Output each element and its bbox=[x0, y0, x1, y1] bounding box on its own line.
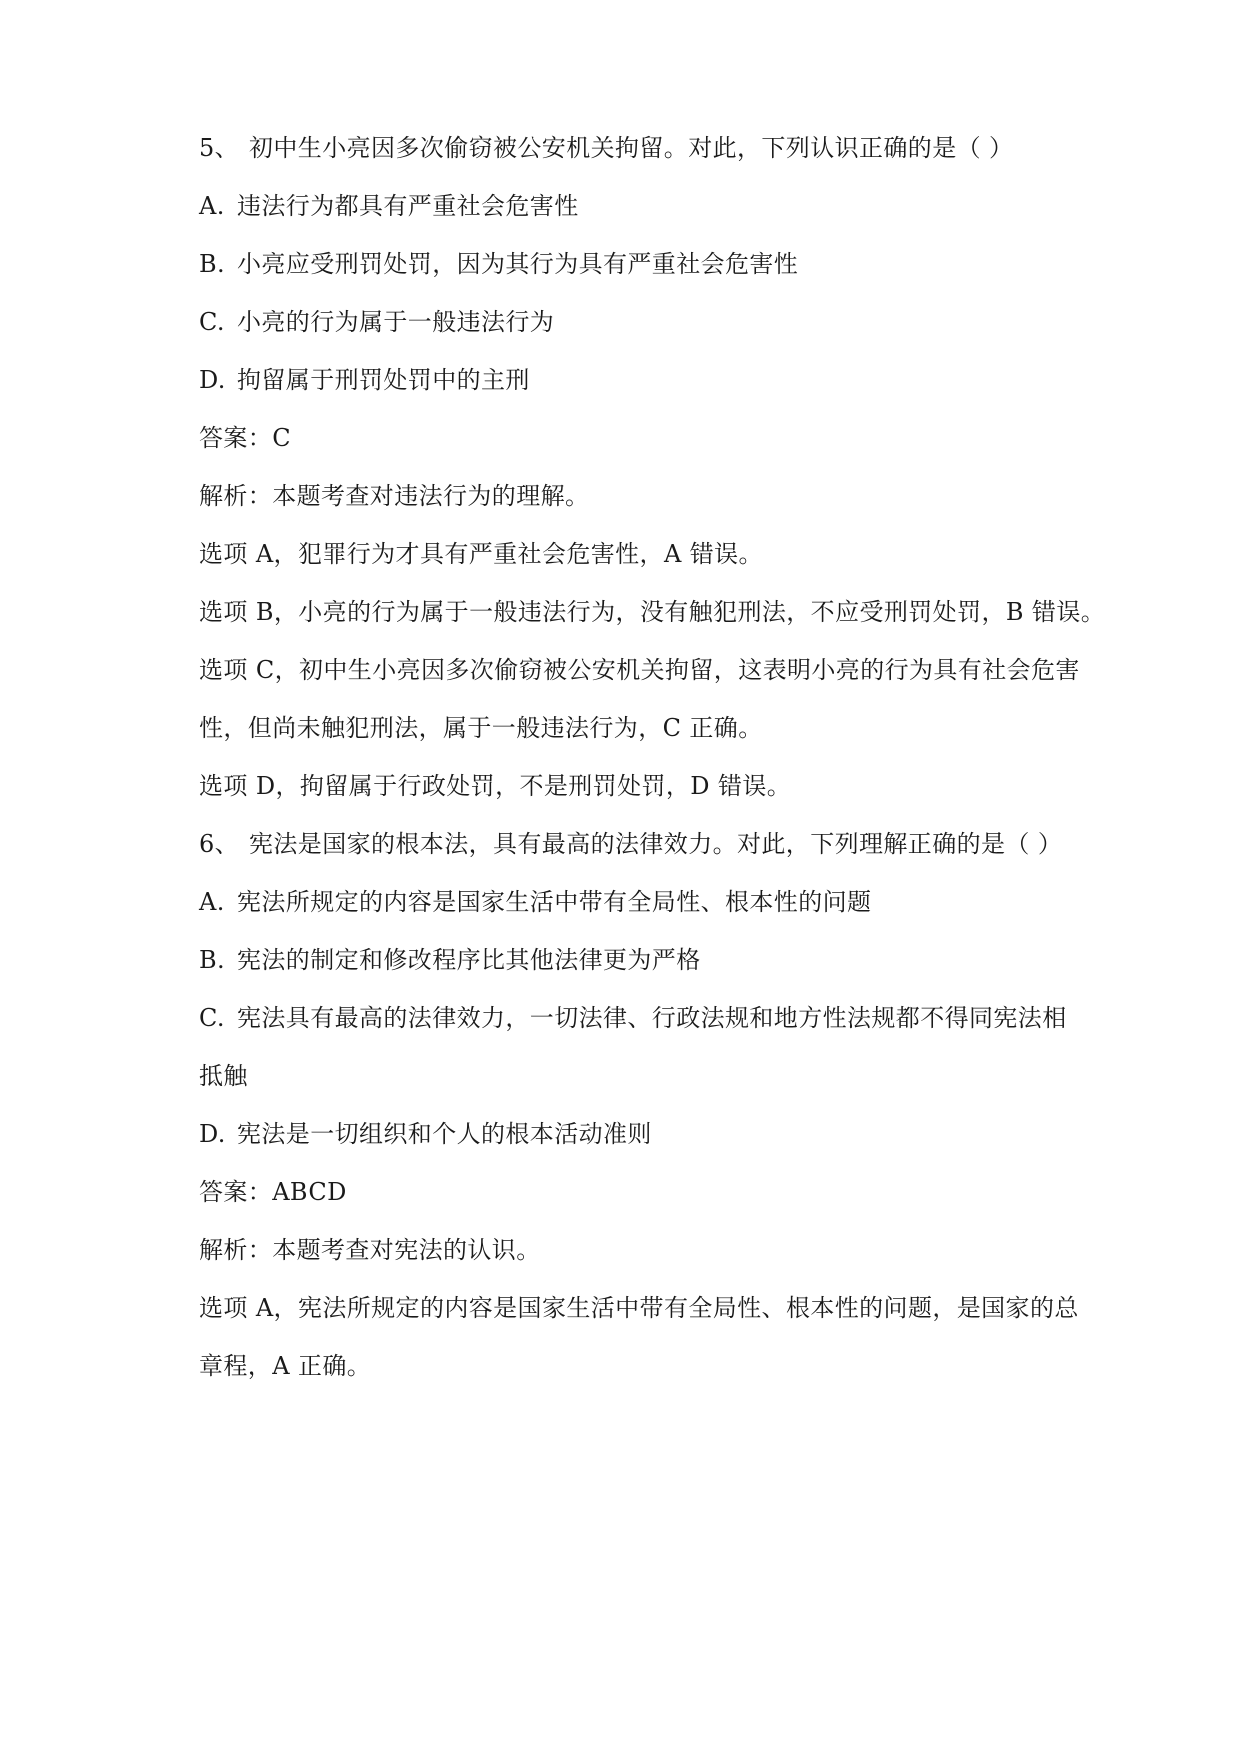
option-label: D. bbox=[199, 366, 226, 394]
question-6-stem bbox=[199, 829, 1099, 859]
question-6-option-c-continued: 抵触 bbox=[199, 1062, 248, 1090]
question-5-number: 5、 bbox=[199, 134, 240, 162]
question-5-stem bbox=[199, 133, 1099, 163]
question-5-analysis-line: 选项 D，拘留属于行政处罚，不是刑罚处罚，D 错误。 bbox=[199, 772, 792, 800]
option-label: B. bbox=[199, 250, 226, 278]
option-text: 宪法的制定和修改程序比其他法律更为严格 bbox=[237, 946, 701, 974]
option-text: 宪法具有最高的法律效力，一切法律、行政法规和地方性法规都不得同宪法相 bbox=[237, 1004, 1067, 1032]
option-label: B. bbox=[199, 946, 226, 974]
question-5-option-a bbox=[199, 191, 1099, 221]
option-text: 小亮的行为属于一般违法行为 bbox=[237, 308, 555, 336]
option-text: 拘留属于刑罚处罚中的主刑 bbox=[237, 366, 530, 394]
question-5-option-b bbox=[199, 249, 1099, 279]
question-6-option-b bbox=[199, 945, 1099, 975]
question-6-text: 宪法是国家的根本法，具有最高的法律效力。对此，下列理解正确的是（ ） bbox=[249, 830, 1063, 858]
question-5-answer: 答案：C bbox=[199, 424, 291, 452]
option-label: D. bbox=[199, 1120, 226, 1148]
question-5-option-d bbox=[199, 365, 1099, 395]
option-label: A. bbox=[199, 888, 225, 916]
option-label: C. bbox=[199, 1004, 225, 1032]
option-text: 违法行为都具有严重社会危害性 bbox=[237, 192, 579, 220]
option-text: 小亮应受刑罚处罚，因为其行为具有严重社会危害性 bbox=[237, 250, 799, 278]
option-text: 宪法所规定的内容是国家生活中带有全局性、根本性的问题 bbox=[237, 888, 872, 916]
question-6-answer: 答案：ABCD bbox=[199, 1178, 347, 1206]
option-text: 宪法是一切组织和个人的根本活动准则 bbox=[237, 1120, 652, 1148]
question-6-option-c bbox=[199, 1003, 1099, 1033]
question-5-option-c bbox=[199, 307, 1099, 337]
question-6-option-d bbox=[199, 1119, 1099, 1149]
option-label: A. bbox=[199, 192, 225, 220]
question-5-analysis-line: 解析：本题考查对违法行为的理解。 bbox=[199, 482, 590, 510]
option-label: C. bbox=[199, 308, 225, 336]
question-5-analysis-line: 选项 B，小亮的行为属于一般违法行为，没有触犯刑法，不应受刑罚处罚，B 错误。 bbox=[199, 598, 1106, 626]
question-6-analysis-line: 选项 A，宪法所规定的内容是国家生活中带有全局性、根本性的问题，是国家的总 bbox=[199, 1294, 1079, 1322]
question-5-text: 初中生小亮因多次偷窃被公安机关拘留。对此，下列认识正确的是（ ） bbox=[249, 134, 1014, 162]
question-6-analysis-line: 章程，A 正确。 bbox=[199, 1352, 372, 1380]
question-5-analysis-line: 选项 C，初中生小亮因多次偷窃被公安机关拘留，这表明小亮的行为具有社会危害 bbox=[199, 656, 1080, 684]
question-6-analysis-line: 解析：本题考查对宪法的认识。 bbox=[199, 1236, 541, 1264]
question-5-analysis-line: 选项 A，犯罪行为才具有严重社会危害性，A 错误。 bbox=[199, 540, 763, 568]
question-6-option-a bbox=[199, 887, 1099, 917]
question-6-number: 6、 bbox=[199, 830, 240, 858]
question-5-analysis-line: 性，但尚未触犯刑法，属于一般违法行为，C 正确。 bbox=[199, 714, 763, 742]
